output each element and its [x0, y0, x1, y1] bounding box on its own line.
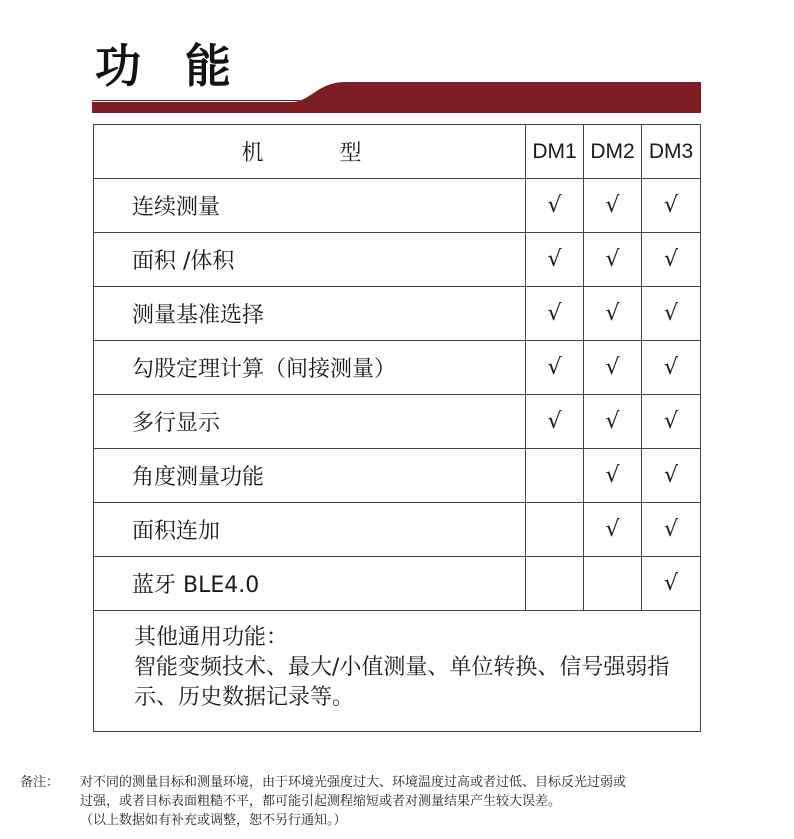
table-row: [94, 179, 701, 233]
check-mark-dm3: √: [642, 233, 701, 287]
common-features-row: [94, 611, 701, 732]
table-row: [94, 503, 701, 557]
check-mark-dm1: √: [526, 395, 584, 449]
check-mark-dm1: √: [526, 179, 584, 233]
banner-wedge: [92, 82, 701, 113]
check-mark-dm2: √: [584, 449, 642, 503]
feature-name: 测量基准选择: [94, 287, 526, 341]
title-banner: [0, 80, 794, 114]
feature-name: 连续测量: [94, 179, 526, 233]
check-mark-dm3: √: [642, 503, 701, 557]
feature-name: 角度测量功能: [94, 449, 526, 503]
common-features-cell: [94, 611, 701, 732]
check-mark-dm3: √: [642, 287, 701, 341]
check-mark-dm2: √: [584, 503, 642, 557]
check-mark-dm2: [584, 557, 642, 611]
feature-name: 勾股定理计算（间接测量）: [94, 341, 526, 395]
feature-table: [93, 124, 701, 732]
feature-name: 多行显示: [94, 395, 526, 449]
common-features-text: 智能变频技术、最大/小值测量、单位转换、信号强弱指示、历史数据记录等。: [134, 655, 670, 710]
check-mark-dm1: √: [526, 233, 584, 287]
footnote-body: [80, 773, 780, 830]
model-dm1-header: DM1: [526, 125, 584, 179]
check-mark-dm3: √: [642, 341, 701, 395]
check-mark-dm3: √: [642, 395, 701, 449]
feature-name: 面积 /体积: [94, 233, 526, 287]
footnote-label: 备注：: [20, 775, 60, 790]
page-title: 功 能: [95, 39, 246, 93]
footnote-line: 过强，或者目标表面粗糙不平，都可能引起测程缩短或者对测量结果产生较大误差。: [80, 794, 562, 809]
check-mark-dm1: √: [526, 287, 584, 341]
check-mark-dm3: √: [642, 179, 701, 233]
table-row: [94, 395, 701, 449]
table-row: [94, 233, 701, 287]
check-mark-dm3: √: [642, 449, 701, 503]
check-mark-dm2: √: [584, 341, 642, 395]
table-row: [94, 557, 701, 611]
model-dm2-header: DM2: [584, 125, 642, 179]
check-mark-dm2: √: [584, 287, 642, 341]
check-mark-dm2: √: [584, 233, 642, 287]
feature-name: 面积连加: [94, 503, 526, 557]
check-mark-dm1: [526, 449, 584, 503]
check-mark-dm2: √: [584, 395, 642, 449]
footnote-line: （以上数据如有补充或调整，恕不另行通知。）: [80, 813, 347, 828]
table-row: [94, 449, 701, 503]
check-mark-dm3: √: [642, 557, 701, 611]
table-row: [94, 287, 701, 341]
check-mark-dm2: √: [584, 179, 642, 233]
model-header: 机型: [94, 125, 526, 179]
model-dm3-header: DM3: [642, 125, 701, 179]
check-mark-dm1: [526, 557, 584, 611]
feature-name: 蓝牙 BLE4.0: [94, 557, 526, 611]
table-row: [94, 341, 701, 395]
check-mark-dm1: √: [526, 341, 584, 395]
check-mark-dm1: [526, 503, 584, 557]
footnote-line: 对不同的测量目标和测量环境，由于环境光强度过大、环境温度过高或者过低、目标反光过弱或: [80, 775, 627, 790]
banner-thin-line: [92, 100, 300, 101]
table-header-row: [94, 125, 701, 179]
common-features-title: 其他通用功能：: [134, 625, 289, 650]
